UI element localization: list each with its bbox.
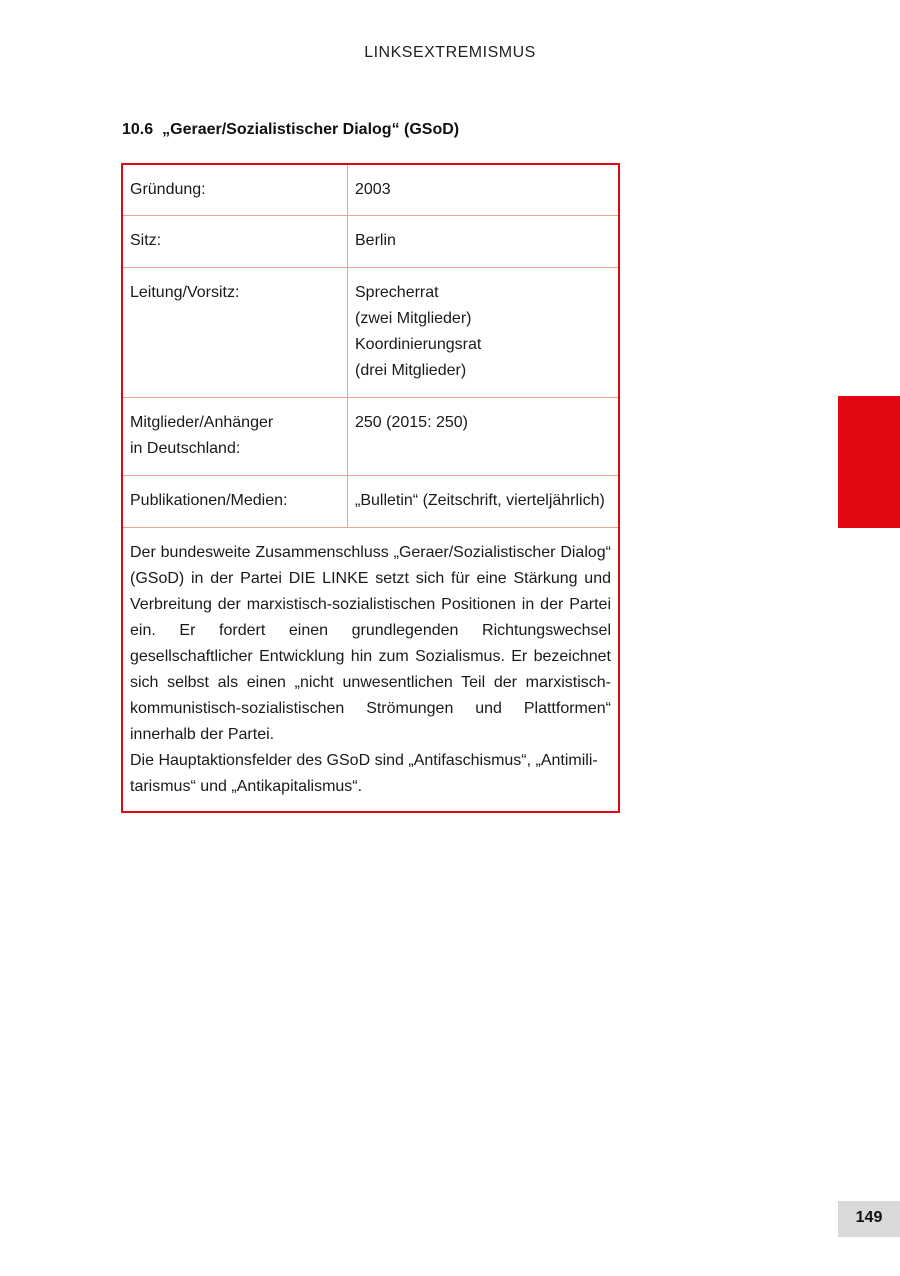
page-number: 149 xyxy=(838,1201,900,1237)
fact-value-sitz: Berlin xyxy=(355,232,396,249)
fact-value-publikationen: „Bulletin“ (Zeitschrift, vierteljährlich) xyxy=(355,492,605,509)
section-number: 10.6 xyxy=(122,121,154,138)
fact-label-mitglieder xyxy=(123,398,348,475)
chapter-side-tab xyxy=(838,396,900,528)
fact-row-mitglieder xyxy=(123,398,618,476)
section-title xyxy=(122,121,459,139)
description-paragraph-1: Der bundesweite Zusammenschluss „Geraer/Sozialistischer Dialog“ (GSoD) in der Partei DIE LINKE setzt sich für eine Stärkung und Verbreitung der marxistisch-sozialistischen Positionen in der Partei ein. Er fordert einen grundlegenden Richtungswechsel gesellschaftlicher Entwicklung hin zum Sozialismus. Er bezeichnet sich selbst als einen „nicht unwesentlichen Teil der marxistisch-kommunistisch-sozialistischen Strömungen und Plattformen“ innerhalb der Partei. xyxy=(130,544,611,743)
description xyxy=(123,528,618,811)
mitglieder-label-line: Mitglieder/Anhänger xyxy=(130,414,274,431)
leitung-line: (zwei Mitglieder) xyxy=(355,310,472,327)
running-header: LINKSEXTREMISMUS xyxy=(364,44,536,61)
fact-value-gruendung: 2003 xyxy=(355,181,391,198)
fact-value-mitglieder: 250 (2015: 250) xyxy=(355,414,468,431)
fact-label-sitz: Sitz: xyxy=(123,216,348,267)
fact-value-leitung xyxy=(348,268,618,397)
fact-row-publikationen xyxy=(123,476,618,528)
fact-box xyxy=(121,163,620,813)
mitglieder-label-line: in Deutschland: xyxy=(130,440,241,457)
section-title-text: „Geraer/Sozialistischer Dialog“ (GSoD) xyxy=(162,121,460,138)
fact-label-publikationen: Publikationen/Medien: xyxy=(123,476,348,527)
leitung-line: Sprecherrat xyxy=(355,284,439,301)
leitung-line: (drei Mitglieder) xyxy=(355,362,467,379)
fact-row-sitz xyxy=(123,216,618,268)
fact-row-gruendung xyxy=(123,165,618,216)
fact-label-leitung: Leitung/Vorsitz: xyxy=(123,268,348,397)
leitung-line: Koordinierungsrat xyxy=(355,336,482,353)
fact-row-leitung xyxy=(123,268,618,398)
fact-label-gruendung: Gründung: xyxy=(123,165,348,215)
description-paragraph-2: Die Hauptaktionsfelder des GSoD sind „Antifaschismus“, „Antimilitarismus“ und „Antikapitalismus“. xyxy=(130,752,598,795)
